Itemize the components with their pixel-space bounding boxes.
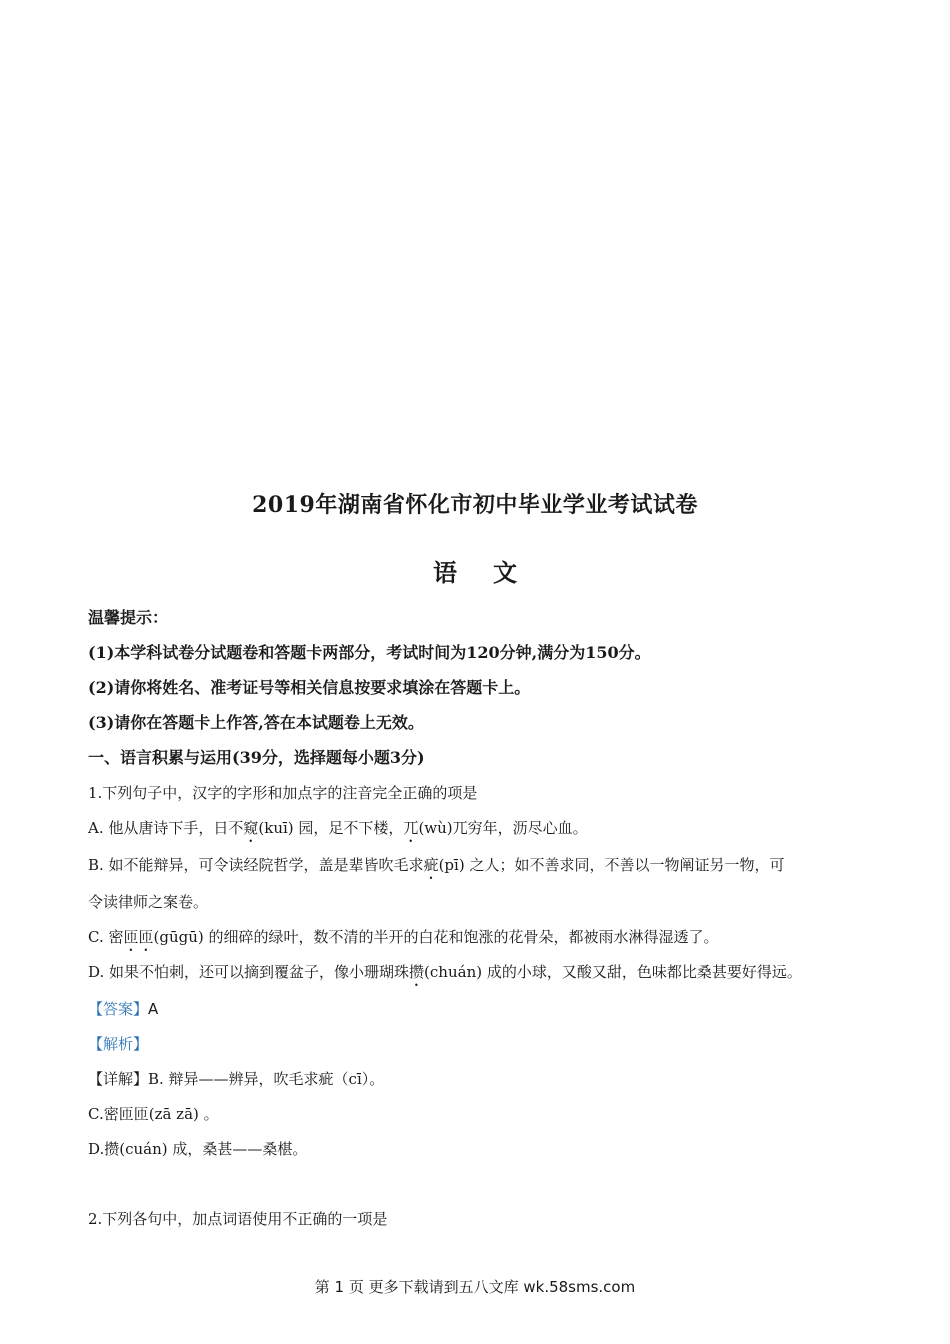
option-d-text: D. 如果不怕刺，还可以摘到覆盆子，像小珊瑚珠: [88, 963, 410, 981]
tip-1: (1)本学科试卷分试题卷和答题卡两部分，考试时间为120分钟,满分为150分。: [88, 643, 651, 662]
option-c-text: C. 密: [88, 928, 124, 946]
answer-label: 【答案】: [88, 1000, 149, 1018]
subject-title: 语文: [433, 558, 553, 587]
tips-heading: 温馨提示：: [88, 608, 169, 627]
option-b-continued: 令读律师之案卷。: [88, 893, 209, 911]
option-c-text-2: (gūgū) 的细碎的绿叶，数不清的半开的白花和饱涨的花骨朵，都被雨水淋得湿透了。: [153, 928, 719, 946]
option-a-text: A. 他从唐诗下手，日不: [88, 819, 244, 837]
dotted-char: 窥: [243, 819, 259, 837]
question-2-stem: 2.下列各句中，加点词语使用不正确的一项是: [88, 1210, 388, 1228]
answer-value: A: [148, 1000, 159, 1018]
dotted-char-2: 兀: [403, 819, 419, 837]
option-a-text-3: (wù)兀穷年，沥尽心血。: [418, 819, 588, 837]
analysis-label: 【解析】: [88, 1035, 149, 1053]
option-b-text-2: (pī) 之人；如不善求同，不善以一物阐证另一物，可: [438, 856, 785, 874]
question-1-stem: 1.下列句子中，汉字的字形和加点字的注音完全正确的项是: [88, 784, 478, 802]
page-footer: 第 1 页 更多下载请到五八文库 wk.58sms.com: [314, 1278, 636, 1296]
section-1-heading: 一、语言积累与运用(39分，选择题每小题3分): [88, 748, 425, 767]
detail-d: D.攒(cuán) 成，桑甚——桑椹。: [88, 1140, 308, 1158]
option-c: [88, 927, 878, 955]
option-a: [88, 818, 878, 846]
option-d: [88, 962, 878, 990]
dotted-char: 匝匝: [123, 928, 154, 946]
tip-2: (2)请你将姓名、准考证号等相关信息按要求填涂在答题卡上。: [88, 678, 531, 697]
exam-title: 2019年湖南省怀化市初中毕业学业考试试卷: [252, 492, 698, 518]
dotted-char: 攒: [409, 963, 425, 981]
detail-b: 【详解】B. 辩异——辨异，吹毛求疵（cī）。: [88, 1070, 385, 1088]
option-d-text-2: (chuán) 成的小球，又酸又甜，色味都比桑甚要好得远。: [424, 963, 802, 981]
option-b-text: B. 如不能辩异，可令读经院哲学，盖是辈皆吹毛求: [88, 856, 424, 874]
answer-line: [88, 999, 878, 1019]
detail-c: C.密匝匝(zā zā) 。: [88, 1105, 219, 1123]
tip-3: (3)请你在答题卡上作答,答在本试题卷上无效。: [88, 713, 424, 732]
option-a-text-2: (kuī) 园，足不下楼，: [258, 819, 404, 837]
dotted-char: 疵: [423, 856, 439, 874]
option-b: [88, 855, 878, 883]
